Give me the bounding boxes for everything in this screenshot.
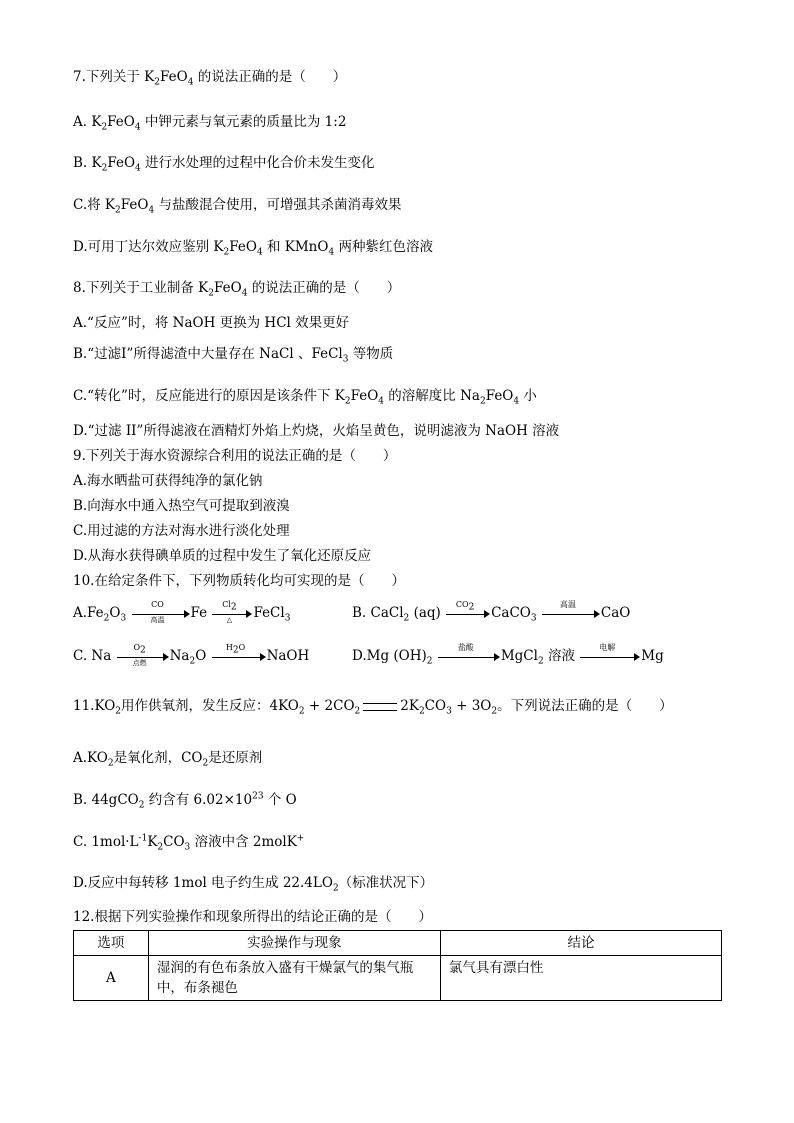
q8-option-c: C.“转化”时，反应能进行的原因是该条件下 $K_2FeO_4$ 的溶解度比 $Na_2FeO_4$ 小 (73, 388, 537, 407)
table-row (74, 956, 722, 1001)
q10-stem: 10.在给定条件下，下列物质转化均可实现的是（ ） (73, 573, 405, 589)
q11-option-a: $A.KO_2$是氧化剂，$CO_2$是还原剂 (73, 750, 263, 769)
reaction-arrow: 电解 (580, 651, 640, 663)
cell-option: A (74, 956, 149, 1001)
reaction-arrow: 盐酸 (438, 651, 500, 663)
q8-option-d: D.“过滤 II”所得滤液在酒精灯外焰上灼烧，火焰呈黄色，说明滤液为 NaOH 溶液 (73, 423, 560, 439)
header-operation: 实验操作与现象 (148, 931, 440, 956)
q8-stem: 8.下列关于工业制备 $K_2FeO_4$ 的说法正确的是（ ） (73, 280, 401, 299)
q11-stem: $11.KO_2$用作供氧剂，发生反应：$4KO_2 + 2CO_2$ $2K_2CO_3 + 3O_2$。下列说法正确的是（ ） (73, 698, 673, 717)
cell-conclusion: 氯气具有漂白性 (440, 956, 721, 1001)
q8-option-a: A.“反应”时，将 NaOH 更换为 HCl 效果更好 (73, 315, 350, 331)
q7-stem: 7.下列关于 $K_2FeO_4$ 的说法正确的是（ ） (73, 69, 347, 88)
header-conclusion: 结论 (440, 931, 721, 956)
reaction-arrow: $H_2O$ (212, 651, 266, 663)
q9-option-d: D.从海水获得碘单质的过程中发生了氧化还原反应 (73, 548, 372, 564)
equals-sign (363, 703, 397, 711)
reaction-arrow: CO 高温 (132, 608, 190, 620)
q7-option-c: C.将 $K_2FeO_4$ 与盐酸混合使用，可增强其杀菌消毒效果 (73, 197, 402, 216)
q10-option-c: C. Na $O_2$ 点燃 $Na_2O$ $H_2O$ NaOH (73, 642, 310, 667)
q10-option-a: $A.Fe_2O_3$ CO 高温 Fe $Cl_2$ △ FeCl$_3$ (73, 599, 291, 624)
cell-operation: 湿润的有色布条放入盛有干燥氯气的集气瓶中，布条褪色 (148, 956, 440, 1001)
reaction-arrow: $CO_2$ (446, 608, 490, 620)
q10-option-d: D.Mg $(OH)_2$ 盐酸 MgCl$_2$ 溶液 电解 Mg (352, 642, 664, 667)
q11-option-b: B. 44gCO$_2$ 约含有 $6.02\times 10^{23}$ 个 O (73, 791, 297, 811)
q9-option-b: B.向海水中通入热空气可提取到液溴 (73, 498, 290, 514)
q11-option-c: C. $1mol\cdot L^{-1}K_2CO_3$ 溶液中含 2molK+ (73, 833, 305, 853)
table-header-row (74, 931, 722, 956)
header-option: 选项 (74, 931, 149, 956)
reaction-arrow: 高温 (542, 608, 600, 620)
reaction-arrow: $O_2$ 点燃 (117, 651, 169, 663)
q9-option-a: A.海水晒盐可获得纯净的氯化钠 (73, 473, 263, 489)
reaction-arrow: $Cl_2$ △ (212, 608, 252, 620)
q8-option-b: B.“过滤Ⅰ”所得滤渣中大量存在 NaCl 、FeCl$_3$ 等物质 (73, 346, 394, 365)
q7-option-b: B. $K_2FeO_4$ 进行水处理的过程中化合价未发生变化 (73, 155, 375, 174)
q10-option-b: B. CaCl$_2$ (aq) $CO_2$ CaCO$_3$ 高温 CaO (352, 599, 631, 624)
experiment-table (73, 930, 722, 1001)
q12-stem: 12.根据下列实验操作和现象所得出的结论正确的是（ ） (73, 909, 432, 925)
q7-option-d: D.可用丁达尔效应鉴别 $K_2FeO_4$ 和 KMnO$_4$ 两种紫红色溶液 (73, 239, 433, 258)
q9-option-c: C.用过滤的方法对海水进行淡化处理 (73, 523, 290, 539)
q7-option-a: A. $K_2FeO_4$ 中钾元素与氧元素的质量比为 1:2 (73, 114, 347, 133)
q9-stem: 9.下列关于海水资源综合利用的说法正确的是（ ） (73, 448, 397, 464)
q11-option-d: D.反应中每转移 1mol 电子约生成 $22.4LO_2$（标准状况下） (73, 875, 434, 894)
